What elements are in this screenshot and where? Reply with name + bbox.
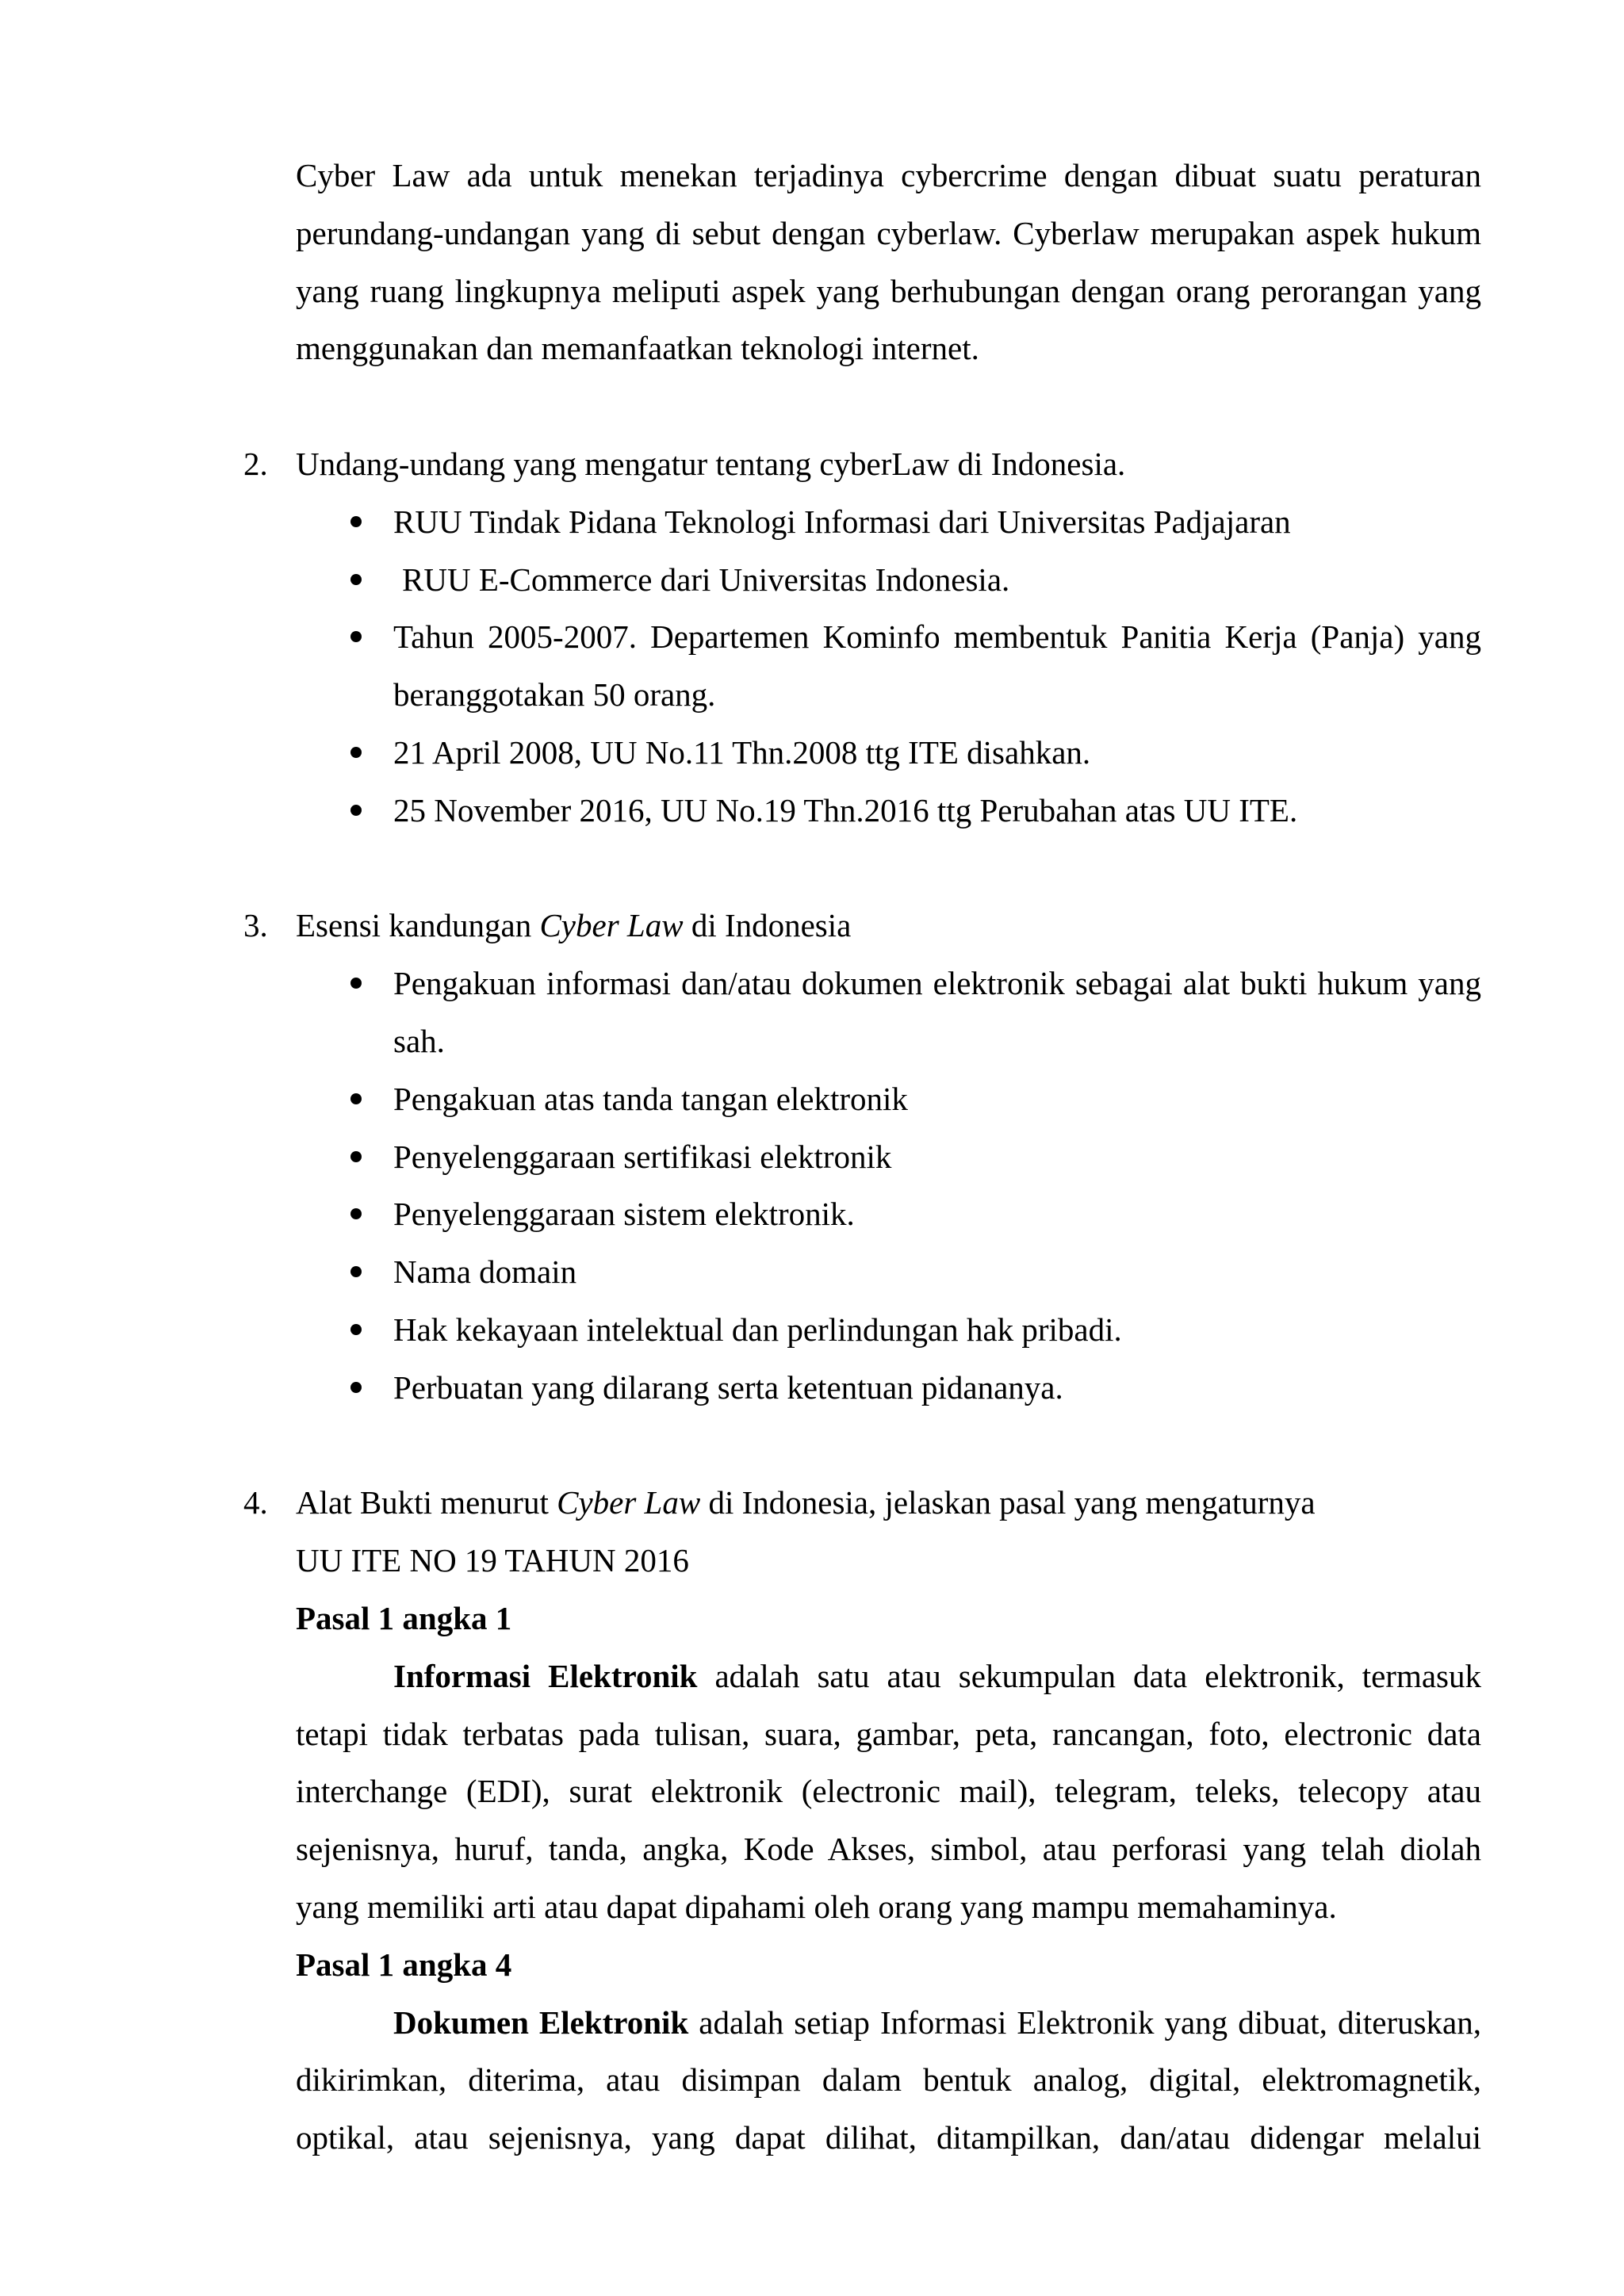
- bullet-icon: [350, 574, 362, 585]
- section-heading: [243, 1474, 1481, 1532]
- section-number: 3.: [243, 907, 268, 944]
- bullet-text: RUU Tindak Pidana Teknologi Informasi dari Universitas Padjajaran: [393, 503, 1291, 540]
- article-term: Dokumen Elektronik: [393, 2003, 689, 2041]
- bullet-item: [296, 782, 1481, 840]
- bullet-text: 25 November 2016, UU No.19 Thn.2016 ttg Perubahan atas UU ITE.: [393, 791, 1298, 828]
- bullet-text: RUU E-Commerce dari Universitas Indonesia.: [402, 561, 1010, 598]
- section-3: [243, 897, 1481, 1416]
- document-body: [243, 147, 1482, 2167]
- bullet-text: Pengakuan atas tanda tangan elektronik: [393, 1080, 908, 1117]
- bullet-text: Pengakuan informasi dan/atau dokumen elektronik sebagai alat bukti hukum yang: [393, 965, 1481, 1002]
- bullet-item: [296, 724, 1481, 782]
- section-heading-text: di Indonesia: [683, 907, 852, 944]
- section-heading-text: Alat Bukti menurut: [296, 1484, 557, 1521]
- bullet-icon: [350, 1266, 362, 1277]
- section-heading-italic: Cyber Law: [557, 1484, 701, 1521]
- blank-line: [296, 377, 1481, 435]
- bullet-text: Tahun 2005-2007. Departemen Kominfo membentuk Panitia Kerja (Panja) yang: [393, 618, 1481, 656]
- bullet-item: [296, 955, 1481, 1070]
- article-text: adalah setiap Informasi Elektronik yang dibuat, diteruskan,: [688, 2003, 1482, 2041]
- article-line: optikal, atau sejenisnya, yang dapat dilihat, ditampilkan, dan/atau didengar melalui: [296, 2119, 1481, 2156]
- bullet-text: Perbuatan yang dilarang serta ketentuan pidananya.: [393, 1368, 1063, 1406]
- bullet-icon: [350, 631, 362, 642]
- bullet-text: beranggotakan 50 orang.: [393, 676, 716, 714]
- section-heading-text: Esensi kandungan: [296, 907, 540, 944]
- bullet-item: [296, 1128, 1481, 1186]
- bullet-item: [296, 1359, 1481, 1417]
- bullet-icon: [350, 747, 362, 758]
- article-text: adalah satu atau sekumpulan data elektronik, termasuk: [697, 1657, 1482, 1694]
- paragraph-line: perundang-undangan yang di sebut dengan cyberlaw. Cyberlaw merupakan aspek hukum: [296, 214, 1481, 251]
- bullet-icon: [350, 516, 362, 527]
- section-heading: [243, 897, 1481, 955]
- bullet-item: [296, 1243, 1481, 1301]
- bullet-text: 21 April 2008, UU No.11 Thn.2008 ttg ITE disahkan.: [393, 733, 1091, 771]
- bullet-text: Penyelenggaraan sistem elektronik.: [393, 1196, 855, 1233]
- paragraph-line: yang ruang lingkupnya meliputi aspek yang berhubungan dengan orang perorangan yang: [296, 272, 1481, 309]
- section-heading-text: di Indonesia, jelaskan pasal yang mengaturnya: [700, 1484, 1316, 1521]
- bullet-icon: [350, 1151, 362, 1162]
- article-title: Pasal 1 angka 4: [296, 1946, 512, 1983]
- paragraph-line: Cyber Law ada untuk menekan terjadinya cybercrime dengan dibuat suatu peraturan: [296, 157, 1481, 193]
- article-term: Informasi Elektronik: [393, 1657, 698, 1694]
- section-4: [243, 1474, 1482, 2167]
- section-heading-text: Undang-undang yang mengatur tentang cyberLaw di Indonesia.: [296, 445, 1126, 482]
- bullet-text: Nama domain: [393, 1253, 577, 1291]
- law-title: UU ITE NO 19 TAHUN 2016: [296, 1542, 689, 1579]
- paragraph-line: menggunakan dan memanfaatkan teknologi internet.: [296, 330, 979, 367]
- article-title: Pasal 1 angka 1: [296, 1599, 512, 1636]
- bullet-item: [296, 1185, 1481, 1243]
- section-number: 4.: [243, 1484, 268, 1521]
- article-pasal-1-angka-4: [296, 1936, 1481, 2167]
- article-line: yang memiliki arti atau dapat dipahami oleh orang yang mampu memahaminya.: [296, 1888, 1337, 1925]
- article-line: interchange (EDI), surat elektronik (electronic mail), telegram, teleks, telecopy atau: [296, 1773, 1481, 1810]
- intro-paragraph: [296, 147, 1481, 377]
- bullet-item: [296, 493, 1481, 551]
- blank-line: [296, 840, 1481, 897]
- section-heading: [243, 435, 1481, 493]
- article-line: tetapi tidak terbatas pada tulisan, suara, gambar, peta, rancangan, foto, electronic data: [296, 1715, 1481, 1752]
- bullet-text: Hak kekayaan intelektual dan perlindungan hak pribadi.: [393, 1311, 1122, 1348]
- bullet-item: [296, 1070, 1481, 1128]
- section-heading-italic: Cyber Law: [539, 907, 684, 944]
- bullet-icon: [350, 1382, 362, 1393]
- section-number: 2.: [243, 445, 268, 482]
- article-line: [296, 1647, 1481, 1705]
- bullet-item: [296, 1301, 1481, 1359]
- bullet-icon: [350, 1324, 362, 1335]
- article-line: sejenisnya, huruf, tanda, angka, Kode Akses, simbol, atau perforasi yang telah diolah: [296, 1831, 1481, 1868]
- article-line: dikirimkan, diterima, atau disimpan dalam bentuk analog, digital, elektromagnetik,: [296, 2061, 1481, 2099]
- bullet-icon: [350, 1093, 362, 1104]
- bullet-icon: [350, 1208, 362, 1219]
- bullet-icon: [350, 805, 362, 816]
- bullet-text: sah.: [393, 1022, 445, 1059]
- bullet-text: Penyelenggaraan sertifikasi elektronik: [393, 1138, 892, 1175]
- bullet-item: [296, 608, 1481, 724]
- article-pasal-1-angka-1: [296, 1590, 1481, 1936]
- article-line: [296, 1994, 1481, 2052]
- blank-line: [296, 1417, 1481, 1475]
- section-2: [243, 435, 1481, 840]
- bullet-item: [296, 551, 1481, 609]
- bullet-icon: [350, 978, 362, 989]
